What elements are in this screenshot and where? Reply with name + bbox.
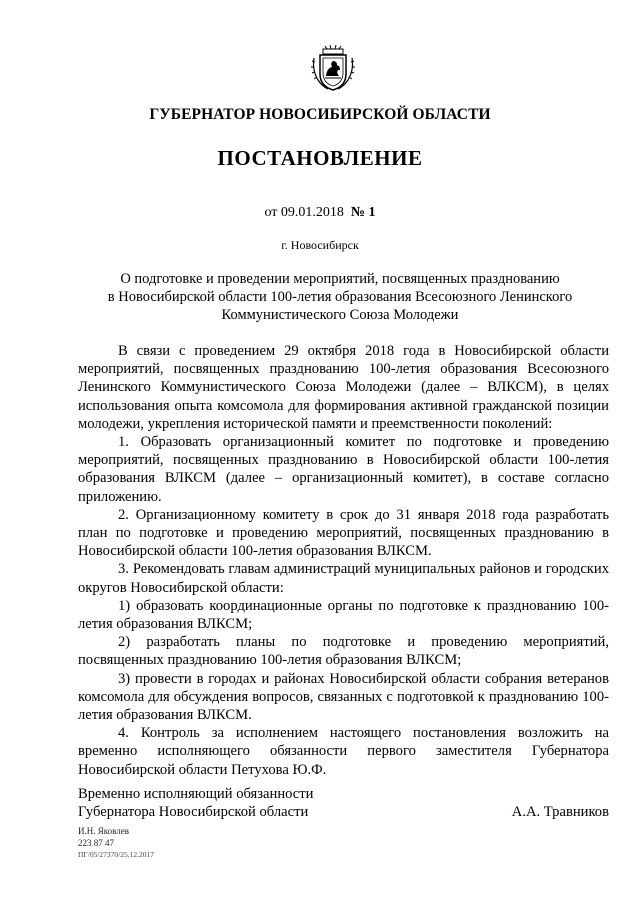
executor-name: И.Н. Яковлев	[78, 826, 130, 836]
clause-2: 2. Организационному комитету в срок до 31 января 2018 года разработать план по подготовке и проведению мероприятий, посвященных празднованию в Новосибирской области 100-летия образования ВЛКСМ.	[78, 506, 609, 560]
signatory-position-line1: Временно исполняющий обязанности	[78, 786, 314, 802]
document-date: 09.01.2018	[280, 205, 344, 220]
title-line: О подготовке и проведении мероприятий, посвященных празднованию	[120, 271, 560, 287]
signature-block	[78, 785, 609, 821]
title-line: Коммунистического Союза Молодежи	[221, 307, 459, 323]
issuing-authority: ГУБЕРНАТОР НОВОСИБИРСКОЙ ОБЛАСТИ	[149, 106, 491, 123]
executor-footer	[78, 826, 154, 861]
clause-3-item-2: 2) разработать планы по подготовке и проведению мероприятий, посвященных празднованию 100-летия образования ВЛКСМ;	[78, 634, 609, 669]
title-line: в Новосибирской области 100-летия образования Всесоюзного Ленинского	[107, 289, 573, 305]
issue-city: г. Новосибирск	[281, 238, 359, 252]
executor-phone: 223 87 47	[78, 837, 114, 848]
document-number: № 1	[350, 205, 376, 220]
novosibirsk-coat-of-arms-icon	[310, 42, 356, 92]
clause-3-item-1: 1) образовать координационные органы по подготовке к празднованию 100-летия образования ВЛКСМ;	[78, 597, 609, 633]
clause-3-item-3: 3) провести в городах и районах Новосибирской области собрания ветеранов комсомола для обсуждения вопросов, связанных с подготовкой к празднованию 100-летия образования ВЛКСМ.	[78, 670, 609, 724]
document-title	[70, 270, 610, 324]
document-body	[78, 342, 609, 779]
registration-code: ПГ/05/27370/25.12.2017	[78, 850, 155, 859]
clause-3: 3. Рекомендовать главам администраций муниципальных районов и городских округов Новосибирской области:	[78, 561, 609, 596]
clause-1: 1. Образовать организационный комитет по подготовке и проведению мероприятий, посвященных празднованию в Новосибирской области 100-летия образования ВЛКСМ (далее – организационный комитет), в составе согласно приложению.	[78, 434, 609, 505]
preamble-paragraph: В связи с проведением 29 октября 2018 года в Новосибирской области мероприятий, посвященных празднованию 100-летия образования Всесоюзного Ленинского Коммунистического Союза Молодежи (далее – ВЛКСМ), в целях использования опыта комсомола для формирования активной гражданской позиции молодежи, укрепления исторической памяти и преемственности поколений:	[78, 343, 609, 432]
date-number-line	[0, 205, 640, 221]
clause-4: 4. Контроль за исполнением настоящего постановления возложить на временно исполняющего обязанности первого заместителя Губернатора Новосибирской области Петухова Ю.Ф.	[78, 725, 609, 778]
signatory-name: А.А. Травников	[511, 804, 609, 821]
signatory-position-line2: Губернатора Новосибирской области	[78, 804, 309, 821]
date-prefix: от	[264, 205, 278, 220]
document-type: ПОСТАНОВЛЕНИЕ	[217, 146, 423, 170]
